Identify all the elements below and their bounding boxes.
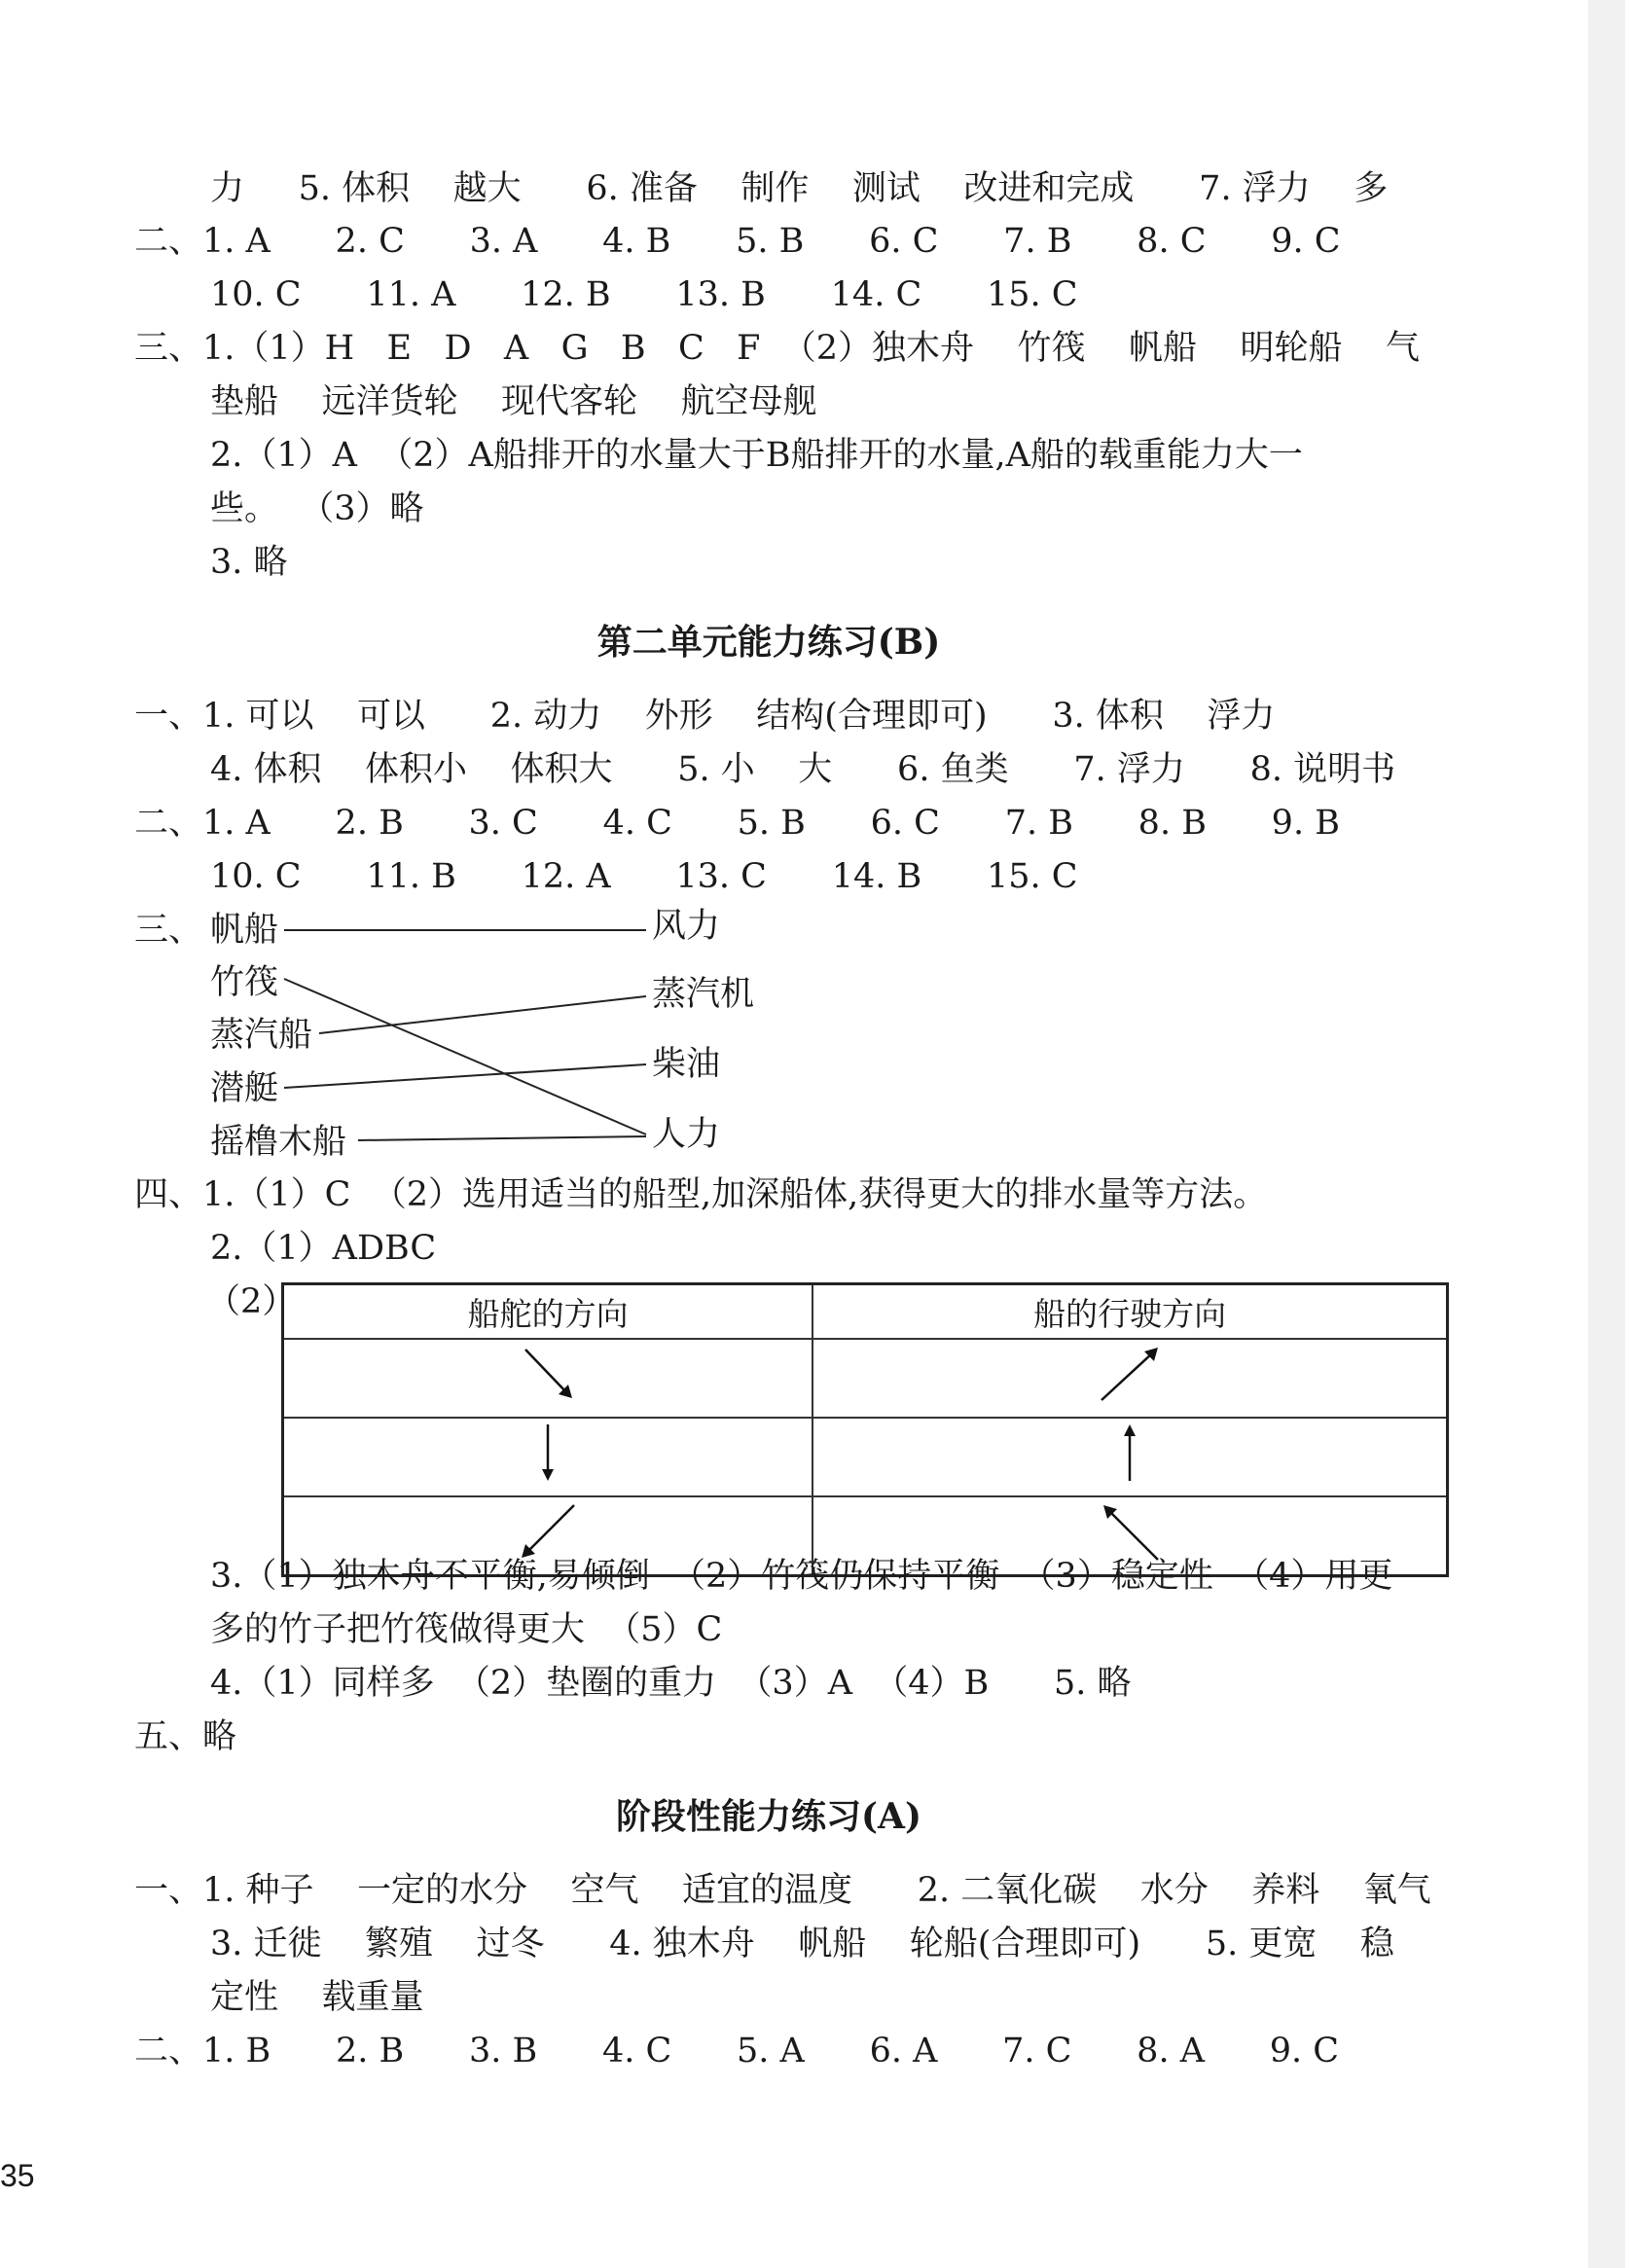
answer-line: 10. C 11. A 12. B 13. B 14. C 15. C — [210, 275, 1078, 314]
answer-line: 2.（1）A （2）A船排开的水量大于B船排开的水量,A船的载重能力大一 — [210, 436, 1303, 475]
answer-line: 3. 迁徙 繁殖 过冬 4. 独木舟 帆船 轮船(合理即可) 5. 更宽 稳 — [210, 1925, 1394, 1963]
ship-cell — [812, 1418, 1447, 1496]
match-right-item: 人力 — [652, 1115, 721, 1154]
table-header-ship: 船的行驶方向 — [812, 1284, 1447, 1340]
answer-line: 二、1. A 2. B 3. C 4. C 5. B 6. C 7. B 8. B 9. B — [134, 804, 1340, 843]
rudder-direction-table — [281, 1282, 1449, 1577]
answer-line: 一、1. 可以 可以 2. 动力 外形 结构(合理即可) 3. 体积 浮力 — [134, 697, 1276, 736]
down-right-arrow-icon — [514, 1340, 582, 1408]
question-label: 三、 — [134, 911, 203, 950]
down-arrow-icon — [514, 1419, 582, 1487]
section-title: 第二单元能力练习(B) — [596, 622, 941, 663]
page-number: 35 — [0, 2158, 35, 2193]
table-header-row — [283, 1284, 1448, 1340]
answer-line: 10. C 11. B 12. A 13. C 14. B 15. C — [210, 857, 1078, 896]
answer-line: 三、1.（1）H E D A G B C F （2）独木舟 竹筏 帆船 明轮船 气 — [134, 329, 1420, 368]
match-left-item: 帆船 — [210, 911, 279, 950]
answer-line: 3.（1）独木舟不平衡,易倾倒 （2）竹筏仍保持平衡 （3）稳定性 （4）用更 — [210, 1557, 1393, 1596]
match-right-item: 蒸汽机 — [652, 975, 755, 1014]
answer-line: 垫船 远洋货轮 现代客轮 航空母舰 — [210, 382, 817, 421]
up-right-arrow-icon — [1096, 1340, 1164, 1408]
answer-line: 力 5. 体积 越大 6. 准备 制作 测试 改进和完成 7. 浮力 多 — [210, 169, 1389, 208]
match-right-item: 风力 — [652, 907, 721, 946]
answer-line: 3. 略 — [210, 543, 288, 582]
table-label: （2） — [206, 1282, 297, 1321]
section-title: 阶段性能力练习(A) — [616, 1796, 921, 1837]
up-arrow-icon — [1096, 1419, 1164, 1487]
match-left-item: 潜艇 — [210, 1069, 279, 1108]
answer-line: 二、1. B 2. B 3. B 4. C 5. A 6. A 7. C 8. A 9. C — [134, 2032, 1340, 2070]
answer-line: 二、1. A 2. C 3. A 4. B 5. B 6. C 7. B 8. C 9. C — [134, 222, 1341, 261]
match-left-item: 摇橹木船 — [210, 1123, 347, 1162]
rudder-cell — [283, 1418, 813, 1496]
match-left-item: 蒸汽船 — [210, 1016, 313, 1055]
answer-line: 一、1. 种子 一定的水分 空气 适宜的温度 2. 二氧化碳 水分 养料 氧气 — [134, 1871, 1431, 1910]
answer-line: 4. 体积 体积小 体积大 5. 小 大 6. 鱼类 7. 浮力 8. 说明书 — [210, 750, 1396, 789]
ship-cell — [812, 1339, 1447, 1418]
table-header-rudder: 船舵的方向 — [283, 1284, 813, 1340]
table-row — [283, 1418, 1448, 1496]
match-right-item: 柴油 — [652, 1045, 721, 1084]
match-left-item: 竹筏 — [210, 963, 279, 1002]
answer-line: 4.（1）同样多 （2）垫圈的重力 （3）A （4）B 5. 略 — [210, 1664, 1132, 1703]
answer-line: 五、略 — [134, 1717, 237, 1756]
answer-line: 多的竹子把竹筏做得更大 （5）C — [210, 1610, 723, 1649]
table-row — [283, 1339, 1448, 1418]
answer-line: 些。 （3）略 — [210, 489, 424, 528]
match-line — [284, 1064, 646, 1088]
rudder-cell — [283, 1339, 813, 1418]
answer-line: 2.（1）ADBC — [210, 1229, 437, 1268]
answer-line: 四、1.（1）C （2）选用适当的船型,加深船体,获得更大的排水量等方法。 — [134, 1175, 1268, 1214]
answer-line: 定性 载重量 — [210, 1978, 424, 2017]
match-line — [358, 1136, 646, 1140]
